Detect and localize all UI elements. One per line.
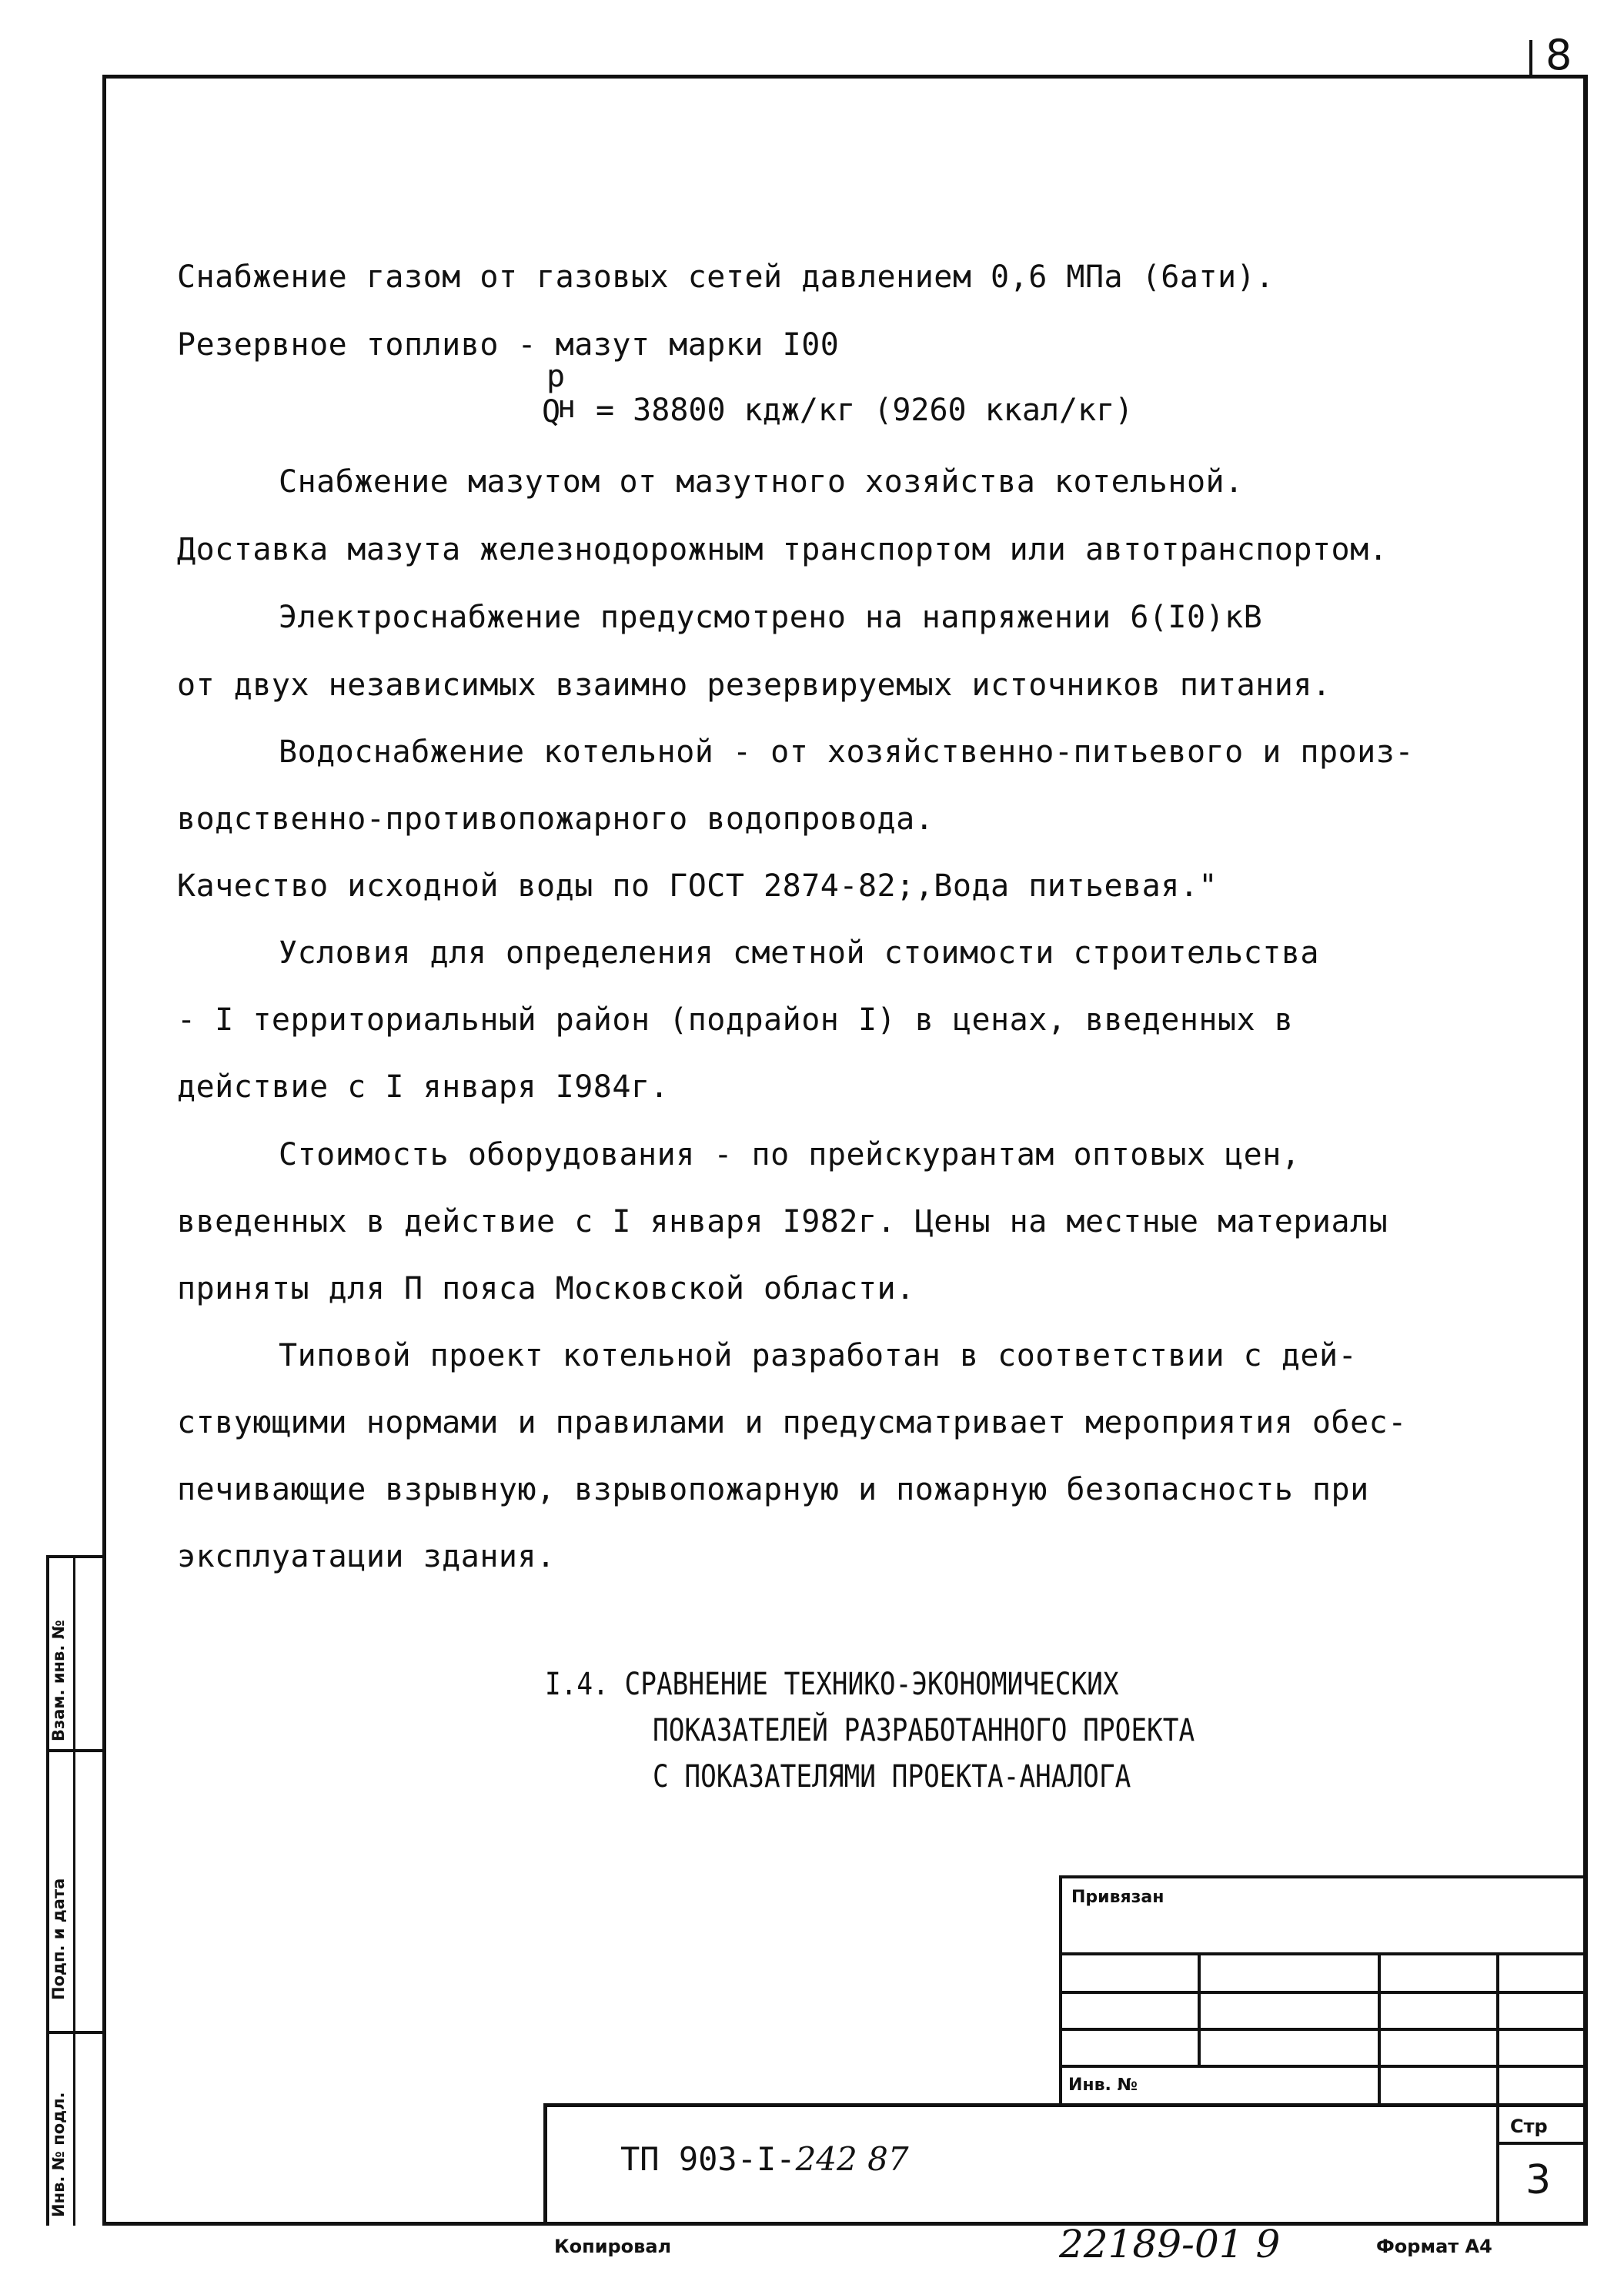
body-line-1: Снабжение газом от газовых сетей давлением 0,6 МПа (6ати). [177,259,1275,295]
formula-symbol: Q [542,394,561,430]
body-line-9: Качество исходной воды по ГОСТ 2874-82;,Вода питьевая." [177,868,1218,904]
side-label-vzam-inv: Взам. инв. № [49,1620,68,1741]
document-code-printed: ТП 903-I- [620,2140,796,2178]
side-label-podp-data: Подп. и дата [49,1878,68,2000]
body-line-19: эксплуатации здания. [177,1539,556,1574]
section-heading-line-1: I.4. СРАВНЕНИЕ ТЕХНИКО-ЭКОНОМИЧЕСКИХ [545,1667,1119,1702]
body-line-2: Резервное топливо - мазут марки I00 [177,327,840,363]
body-line-7: Водоснабжение котельной - от хозяйственно-питьевого и произ- [279,734,1414,770]
body-line-6: от двух независимых взаимно резервируемых источников питания. [177,667,1332,703]
formula-value: = 38800 кдж/кг (9260 ккал/кг) [596,393,1134,428]
sheet-number-divider [1529,40,1532,79]
body-line-3: Снабжение мазутом от мазутного хозяйства котельной. [279,464,1244,500]
body-line-10: Условия для определения сметной стоимости строительства [279,935,1320,971]
stamp-page-value: 3 [1525,2157,1552,2203]
document-code [620,2140,909,2178]
stamp-privyazan-label: Привязан [1071,1888,1165,1907]
formula [540,359,1295,439]
side-divider-2 [46,2031,106,2034]
section-heading-line-2: ПОКАЗАТЕЛЕЙ РАЗРАБОТАННОГО ПРОЕКТА [653,1713,1195,1748]
stamp-hline-4 [1059,2065,1585,2068]
stamp-inv-no-label: Инв. № [1068,2076,1138,2095]
body-line-17: ствующими нормами и правилами и предусматривает мероприятия обес- [177,1405,1407,1440]
body-line-4: Доставка мазута железнодорожным транспортом или автотранспортом. [177,532,1388,567]
document-code-handwritten: 242 87 [795,2140,909,2178]
stamp-vline-3 [1496,1952,1499,2106]
body-line-11: - I территориальный район (подрайон I) в ценах, введенных в [177,1002,1294,1038]
stamp-page-hline [1496,2142,1585,2145]
stamp-page-label: Стр [1510,2116,1548,2137]
body-line-12: действие с I января I984г. [177,1069,670,1105]
body-line-5: Электроснабжение предусмотрено на напряжении 6(I0)кВ [279,600,1263,635]
body-line-8: водственно-противопожарного водопровода. [177,801,934,837]
side-inner-line [73,1555,75,2226]
body-line-14: введенных в действие с I января I982г. Цены на местные материалы [177,1204,1388,1239]
footer-handwritten-number: 22189-01 9 [1059,2222,1281,2266]
side-label-inv-podl: Инв. № подл. [49,2092,68,2217]
formula-subscript: н [557,390,576,425]
footer-copied-by: Копировал [554,2236,672,2257]
side-divider-1 [46,1749,106,1752]
footer-format: Формат А4 [1376,2236,1492,2257]
body-line-15: приняты для П пояса Московской области. [177,1271,915,1306]
stamp-hline-1 [1059,1952,1585,1955]
section-heading-line-3: С ПОКАЗАТЕЛЯМИ ПРОЕКТА-АНАЛОГА [653,1759,1131,1795]
sheet-number: 8 [1545,31,1572,79]
stamp-hline-2 [1059,1991,1585,1994]
body-line-18: печивающие взрывную, взрывопожарную и пожарную безопасность при [177,1472,1369,1507]
stamp-vline-1 [1198,1952,1201,2068]
formula-superscript: р [546,359,566,394]
stamp-vline-2 [1378,1952,1381,2106]
stamp-page-divider [1496,2103,1499,2226]
body-line-13: Стоимость оборудования - по прейскурантам оптовых цен, [279,1137,1301,1172]
body-line-16: Типовой проект котельной разработан в соответствии с дей- [279,1338,1358,1373]
stamp-hline-3 [1059,2028,1585,2031]
